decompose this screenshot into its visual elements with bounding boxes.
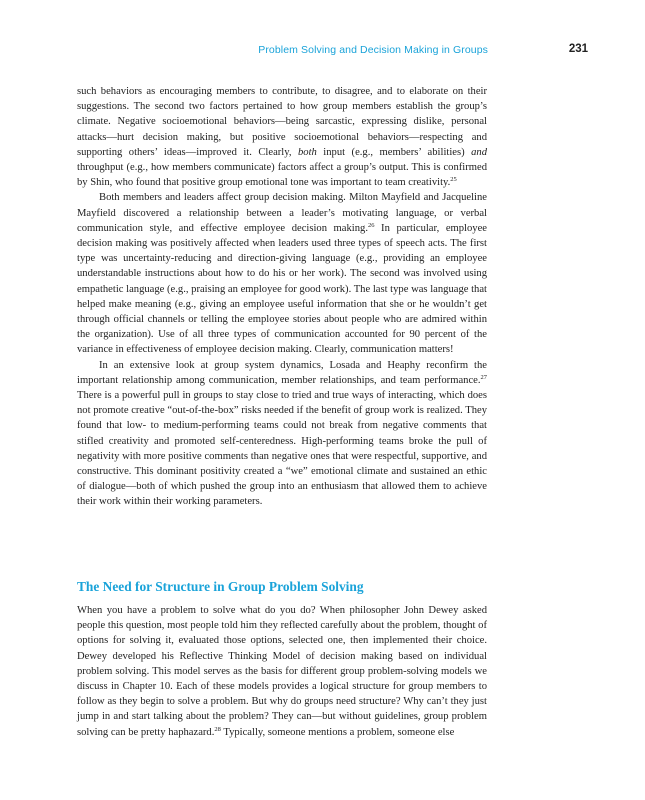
body-text-block [77,84,487,510]
section-body-text [77,603,487,740]
emphasis-text: and [471,146,487,158]
paragraph-text: In an extensive look at group system dynamics, Losada and Heaphy reconfirm the important relationship among communication, member relationships, and team performance. [77,359,487,386]
paragraph-continued [77,84,487,190]
page-number: 231 [568,43,588,55]
endnote-reference: 26 [368,221,375,229]
running-header-title: Problem Solving and Decision Making in Groups [258,44,488,56]
emphasis-text: both [297,146,317,158]
paragraph-mayfield [77,190,487,357]
running-header [0,44,645,58]
paragraph-text: In particular, employee decision making was positively affected when leaders used three types of speech acts. The first type was uncertainty-reducing and direction-giving language (e.g., providing an employee understandable instructions about how to do his or her work). The second was involved using empathetic language (e.g., praising an employee for good work). The last type was language that helped make meaning (e.g., giving an employee useful information that she or he wouldn’t get through official channels or telling the employee stories about people who are admired within the organization). Use of all three types of communication accounted for 90 percent of the variance in effectiveness of employee decision making. Clearly, communication matters! [77,222,487,356]
endnote-reference: 27 [480,373,487,381]
endnote-reference: 28 [214,725,221,733]
paragraph-text: such behaviors as encouraging members to contribute, to disagree, and to elaborate on their suggestions. The second two factors pertained to how group members establish the group’s climate. Negative socioemotional behaviors—being sarcastic, expressing dislike, personal attacks—hurt decision making, but positive socioemotional behaviors—respecting and supporting others’ ideas—improved it. Clearly, [77,86,487,158]
section-heading: The Need for Structure in Group Problem Solving [77,579,364,594]
paragraph-text: Typically, someone mentions a problem, someone else [220,726,455,738]
endnote-reference: 25 [450,176,457,184]
paragraph-dewey [77,603,487,740]
paragraph-text: throughput (e.g., how members communicate) factors affect a group’s output. This is confirmed by Shin, who found that positive group emotional tone was important to team creativity. [77,162,487,189]
paragraph-text: There is a powerful pull in groups to stay close to tried and true ways of interacting, which does not promote creative “out-of-the-box” risks needed if the benefit of group work is realized. They found that low- to medium-performing teams could not break from negative comments that stifled creativity and promoted self-centeredness. High-performing teams broke the pull of negativity with more positive comments than negative ones that were respectful, supportive, and constructive. This dominant positivity created a “we” emotional climate and sustained an ethic of dialogue—both of which pushed the group into an enthusiasm that allowed them to achieve their work within their working parameters. [77,390,487,508]
paragraph-text: When you have a problem to solve what do you do? When philosopher John Dewey asked people this question, most people told him they reflected carefully about the problem, thought of options for solving it, evaluated those options, selected one, then implemented their choice. Dewey developed his Reflective Thinking Model of decision making based on individual problem solving. This model serves as the basis for different group problem-solving models we discuss in Chapter 10. Each of these models provides a logical structure for group members to follow as they begin to solve a problem. But why do groups need structure? Why can’t they just jump in and start talking about the problem? They can—but without guidelines, group problem solving can be pretty haphazard. [77,605,487,738]
paragraph-losada [77,358,487,510]
paragraph-text: Both members and leaders affect group decision making. Milton Mayfield and Jacqueline Mayfield discovered a relationship between a leader’s motivating language, or verbal communication style, and effective employee decision making. [77,192,487,234]
paragraph-text: input (e.g., members’ abilities) [316,146,472,158]
